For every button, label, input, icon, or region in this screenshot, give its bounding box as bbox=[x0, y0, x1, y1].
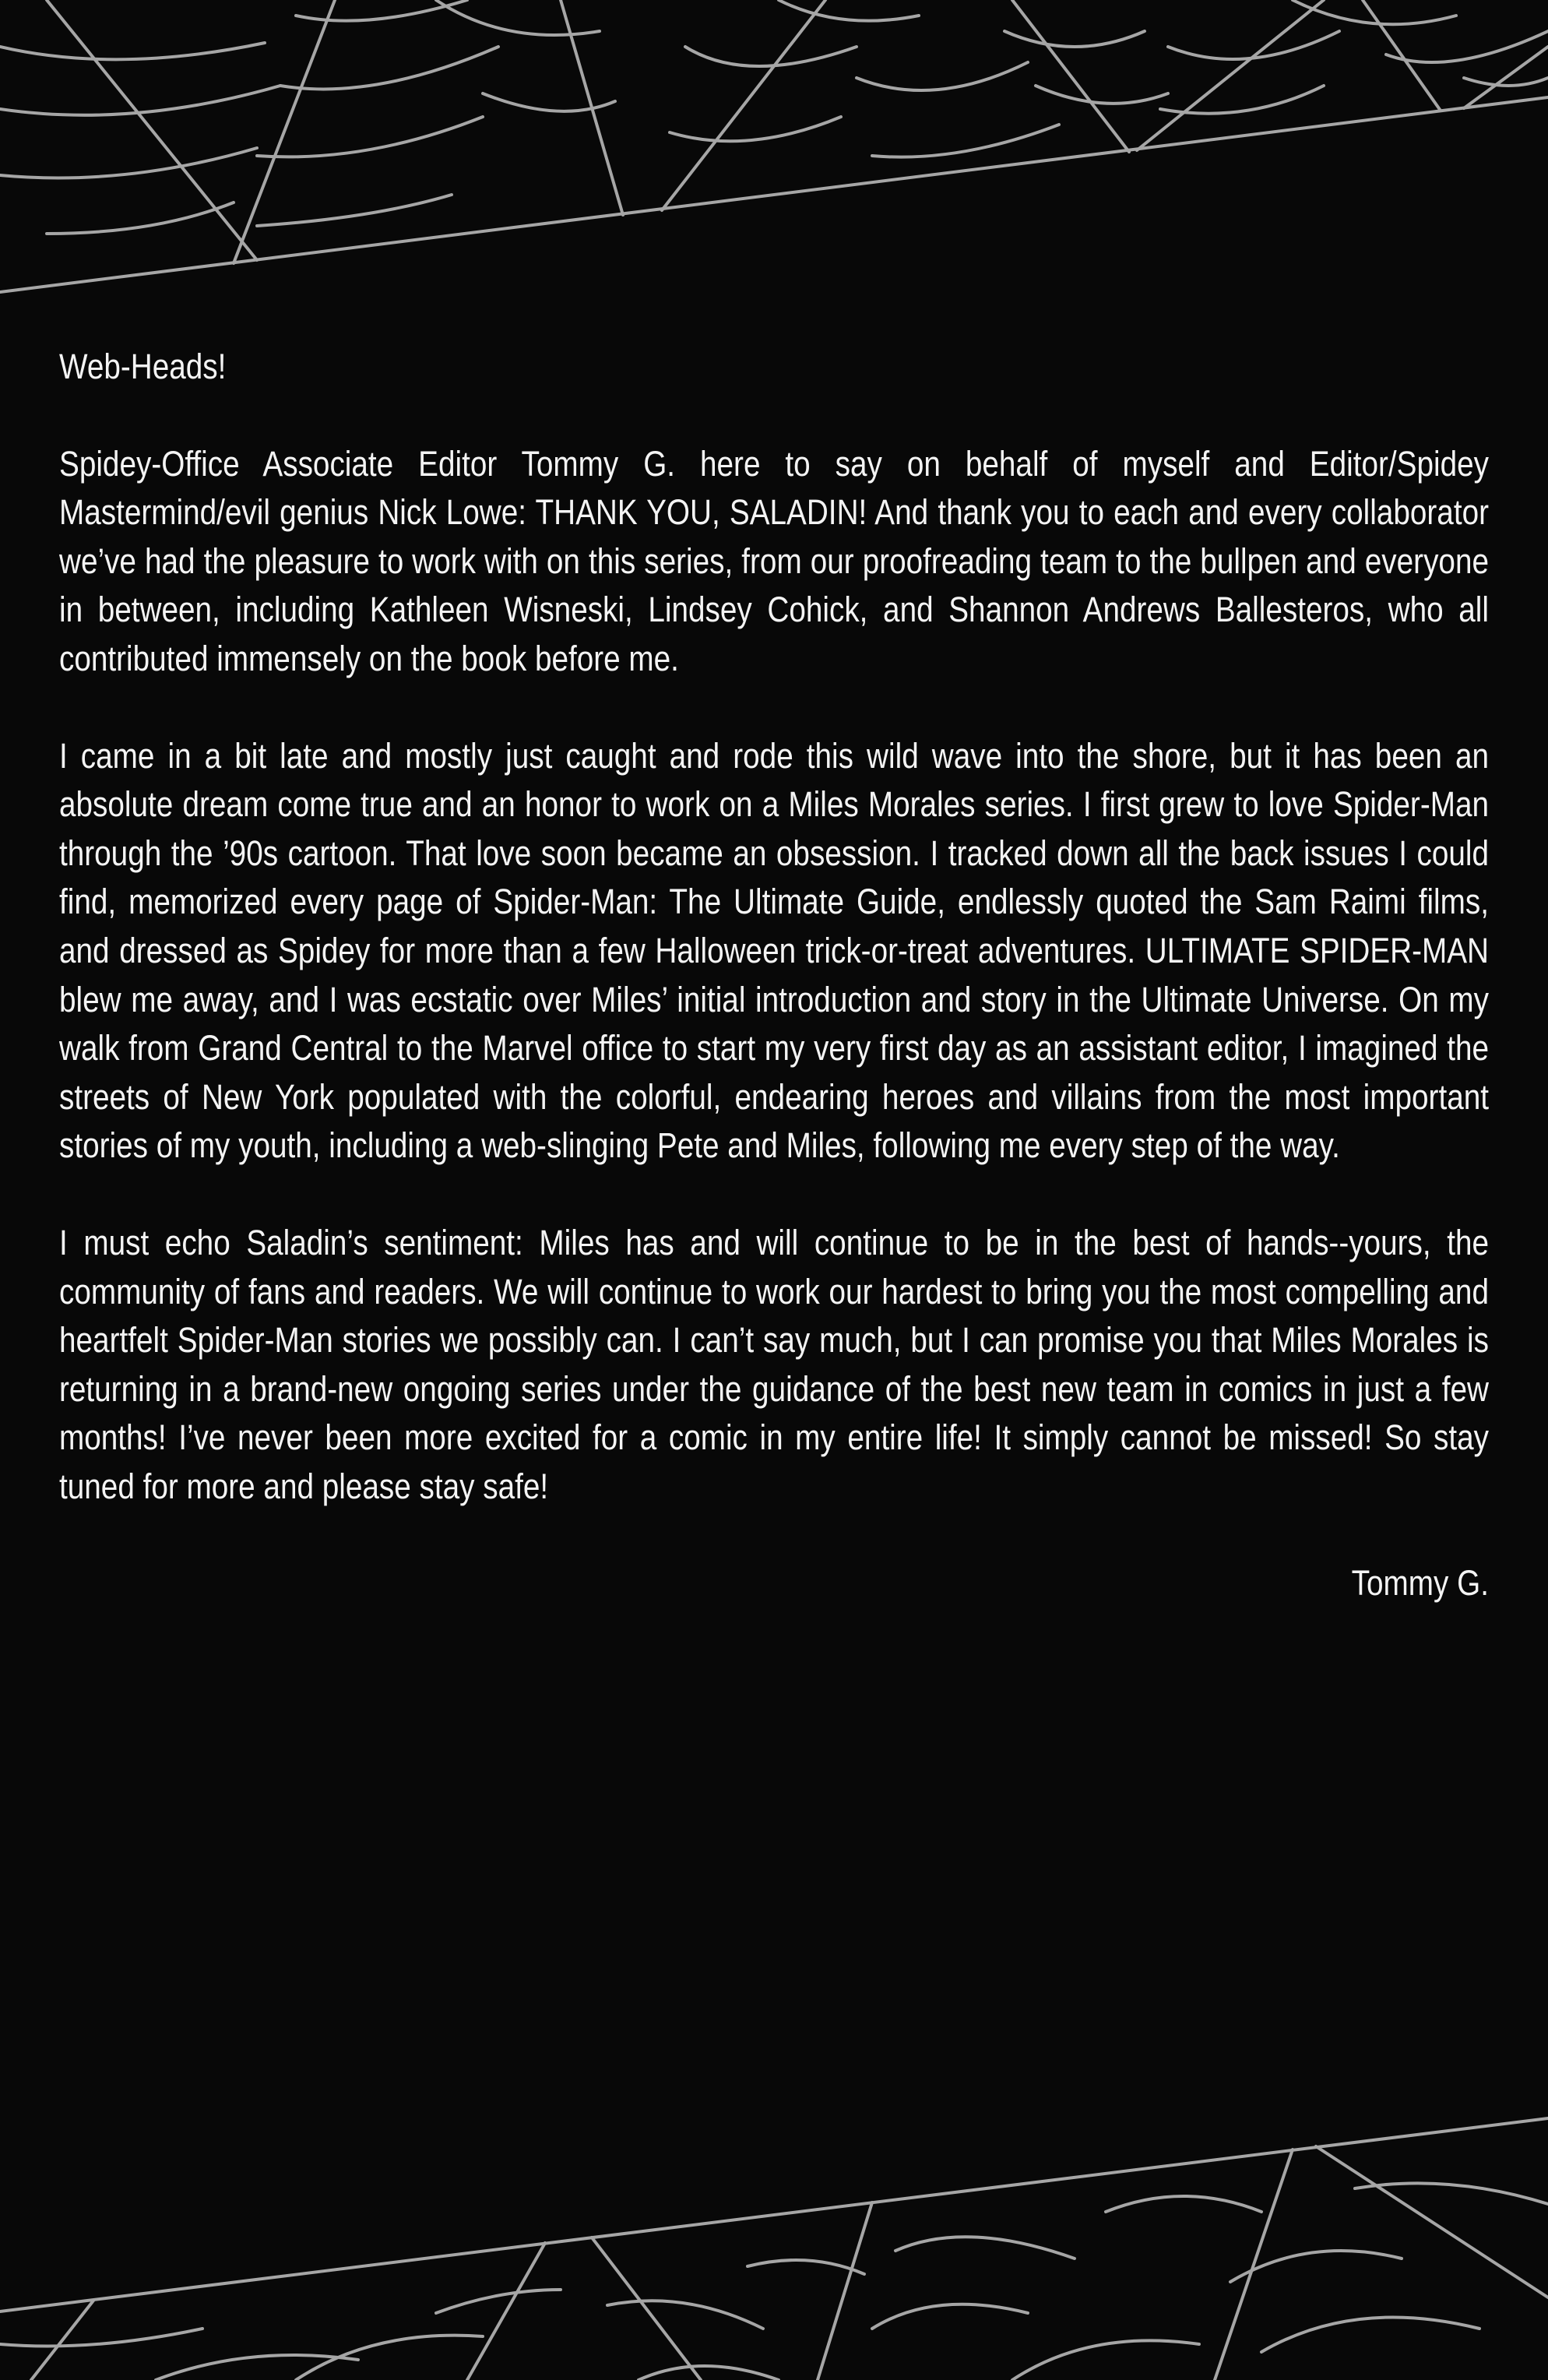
letter-paragraph-3: I must echo Saladin’s sentiment: Miles has and will continue to be in the best of hands--yours, the community of fans and readers. We will continue to work our hardest to bring you the most compelling and heartfelt Spider-Man stories we possibly can. I can’t say much, but I can promise you that Miles Morales is returning in a brand-new ongoing series under the guidance of the best new team in comics in just a few months! I’ve never been more excited for a comic in my entire life! It simply cannot be missed! So stay tuned for more and please stay safe! bbox=[59, 1222, 1489, 1506]
spider-web-top-decoration bbox=[0, 0, 1548, 304]
letter-greeting: Web-Heads! bbox=[59, 347, 227, 386]
editorial-letter bbox=[59, 343, 1489, 1608]
spider-web-bottom-decoration bbox=[0, 2095, 1548, 2380]
letter-paragraph-2: I came in a bit late and mostly just caught and rode this wild wave into the shore, but it has been an absolute dream come true and an honor to work on a Miles Morales series. I first grew to love Spider-Man through the ’90s cartoon. That love soon became an obsession. I tracked down all the back issues I could find, memorized every page of Spider-Man: The Ultimate Guide, endlessly quoted the Sam Raimi films, and dressed as Spidey for more than a few Halloween trick-or-treat adventures. ULTIMATE SPIDER-MAN blew me away, and I was ecstatic over Miles’ initial introduction and story in the Ultimate Universe. On my walk from Grand Central to the Marvel office to start my very first day as an assistant editor, I imagined the streets of New York populated with the colorful, endearing heroes and villains from the most important stories of my youth, including a web-slinging Pete and Miles, following me every step of the way. bbox=[59, 735, 1489, 1166]
letter-signature: Tommy G. bbox=[1351, 1563, 1489, 1604]
letter-paragraph-1: Spidey-Office Associate Editor Tommy G. here to say on behalf of myself and Editor/Spidey Mastermind/evil genius Nick Lowe: THANK YOU, SALADIN! And thank you to each and every collaborator we’ve had the pleasure to work with on this series, from our proofreading team to the bullpen and everyone in between, including Kathleen Wisneski, Lindsey Cohick, and Shannon Andrews Ballesteros, who all contributed immensely on the book before me. bbox=[59, 443, 1489, 678]
